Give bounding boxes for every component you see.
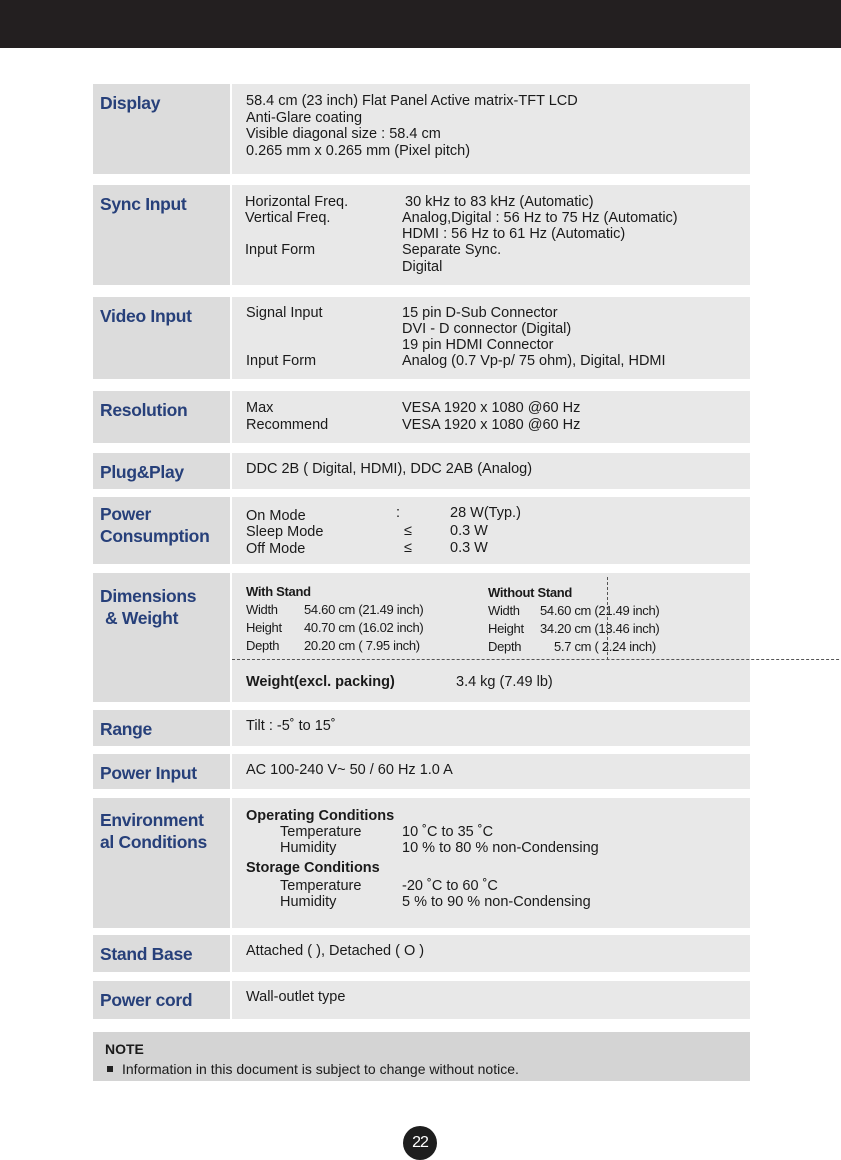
weight-divider (232, 659, 841, 660)
sync-vertical-label: Vertical Freq. (245, 210, 331, 226)
sync-input-form-value: Separate Sync. (402, 242, 502, 258)
without-stand-depth-label: Depth (488, 639, 522, 654)
operating-conditions-title: Operating Conditions (246, 808, 395, 824)
note-text: Information in this document is subject to change without notice. (122, 1061, 519, 1077)
power-off-value: 0.3 W (450, 540, 488, 556)
spec-value-power-consumption (232, 497, 750, 564)
operating-humidity-label: Humidity (280, 840, 337, 856)
label-line: Environment (100, 810, 204, 830)
spec-value-power-input (232, 754, 750, 789)
power-sleep-symbol: ≤ (404, 523, 412, 539)
spec-value-stand-base (232, 935, 750, 972)
display-line: Visible diagonal size : 58.4 cm (246, 126, 441, 143)
spec-label-environmental (93, 798, 230, 928)
sync-vertical-value: Analog,Digital : 56 Hz to 75 Hz (Automatic) (402, 210, 678, 226)
spec-label-stand-base: Stand Base (93, 935, 230, 972)
storage-temperature-label: Temperature (280, 878, 362, 894)
range-value: Tilt : -5˚ to 15˚ (246, 718, 336, 734)
spec-label-power-input: Power Input (93, 754, 230, 789)
with-stand-title: With Stand (246, 584, 311, 599)
with-stand-height-label: Height (246, 620, 282, 635)
power-off-symbol: ≤ (404, 540, 412, 556)
spec-row-plug-play (93, 453, 750, 489)
power-input-value: AC 100-240 V~ 50 / 60 Hz 1.0 A (246, 762, 453, 778)
without-stand-title: Without Stand (488, 585, 573, 600)
label-line: & Weight (105, 608, 179, 628)
spec-label-power-cord: Power cord (93, 981, 230, 1019)
spec-value-video-input (232, 297, 750, 379)
spec-value-plug-play (232, 453, 750, 489)
weight-value: 3.4 kg (7.49 lb) (456, 674, 553, 690)
spec-value-environmental (232, 798, 750, 928)
without-stand-height-label: Height (488, 621, 524, 636)
with-stand-height-value: 40.70 cm (16.02 inch) (304, 620, 424, 635)
power-on-symbol: : (396, 505, 401, 521)
power-on-value: 28 W(Typ.) (450, 505, 521, 521)
spec-label-sync-input: Sync Input (93, 185, 230, 285)
operating-humidity-value: 10 % to 80 % non-Condensing (402, 840, 599, 856)
spec-row-power-consumption (93, 497, 750, 564)
without-stand-height-value: 34.20 cm (13.46 inch) (540, 621, 660, 636)
display-line: 58.4 cm (23 inch) Flat Panel Active matrix-TFT LCD (246, 93, 578, 109)
resolution-recommend-label: Recommend (246, 417, 329, 433)
spec-label-video-input: Video Input (93, 297, 230, 379)
without-stand-width-value: 54.60 cm (21.49 inch) (540, 603, 660, 618)
weight-label: Weight(excl. packing) (246, 674, 395, 690)
display-line: 0.265 mm x 0.265 mm (Pixel pitch) (246, 142, 471, 159)
spec-value-display (232, 84, 750, 174)
power-on-label: On Mode (246, 508, 306, 524)
spec-label-range: Range (93, 710, 230, 746)
note-title: NOTE (105, 1041, 144, 1057)
spec-value-power-cord (232, 981, 750, 1019)
power-sleep-label: Sleep Mode (246, 524, 324, 540)
spec-row-power-cord (93, 981, 750, 1019)
label-line: al Conditions (100, 832, 207, 852)
spec-row-dimensions (93, 573, 750, 702)
sync-horizontal-value: 30 kHz to 83 kHz (Automatic) (405, 194, 594, 210)
video-signal-label: Signal Input (246, 305, 323, 321)
spec-label-plug-play: Plug&Play (93, 453, 230, 489)
spec-value-range (232, 710, 750, 746)
plug-play-value: DDC 2B ( Digital, HDMI), DDC 2AB (Analog) (246, 461, 533, 477)
spec-value-dimensions (232, 573, 750, 702)
note-box (93, 1032, 750, 1081)
spec-row-stand-base (93, 935, 750, 972)
without-stand-depth-value: 5.7 cm ( 2.24 inch) (554, 639, 656, 654)
resolution-max-label: Max (246, 400, 274, 416)
video-input-form-value: Analog (0.7 Vp-p/ 75 ohm), Digital, HDMI (402, 353, 666, 369)
spec-label-power-consumption (93, 497, 230, 564)
video-signal-value: DVI - D connector (Digital) (402, 321, 572, 337)
video-input-form-label: Input Form (246, 353, 317, 369)
spec-row-environmental (93, 798, 750, 928)
spec-label-dimensions (93, 573, 230, 702)
with-stand-width-label: Width (246, 602, 278, 617)
sync-vertical-value: HDMI : 56 Hz to 61 Hz (Automatic) (402, 226, 626, 242)
storage-humidity-value: 5 % to 90 % non-Condensing (402, 894, 591, 910)
sync-horizontal-label: Horizontal Freq. (245, 194, 349, 210)
spec-label-display: Display (93, 84, 230, 174)
power-off-label: Off Mode (246, 541, 306, 557)
spec-value-resolution (232, 391, 750, 443)
spec-value-sync-input (232, 185, 750, 285)
stand-base-value: Attached ( ), Detached ( O ) (246, 943, 425, 959)
header-bar (0, 0, 841, 48)
label-line: Power (100, 504, 152, 524)
spec-row-power-input (93, 754, 750, 789)
sync-input-form-label: Input Form (245, 242, 316, 258)
operating-temperature-label: Temperature (280, 824, 362, 840)
label-line: Consumption (100, 526, 210, 546)
spec-row-sync-input (93, 185, 750, 285)
spec-row-resolution (93, 391, 750, 443)
video-signal-value: 15 pin D-Sub Connector (402, 305, 558, 321)
spec-row-video-input (93, 297, 750, 379)
spec-row-range (93, 710, 750, 746)
with-stand-depth-value: 20.20 cm ( 7.95 inch) (304, 638, 420, 653)
storage-humidity-label: Humidity (280, 894, 337, 910)
with-stand-width-value: 54.60 cm (21.49 inch) (304, 602, 424, 617)
resolution-max-value: VESA 1920 x 1080 @60 Hz (402, 400, 581, 416)
label-line: Dimensions (100, 586, 197, 606)
spec-row-display (93, 84, 750, 174)
sync-input-form-value: Digital (402, 259, 443, 275)
storage-conditions-title: Storage Conditions (246, 860, 380, 876)
display-line: Anti-Glare coating (246, 109, 363, 126)
bullet-icon (107, 1066, 113, 1072)
power-sleep-value: 0.3 W (450, 523, 488, 539)
resolution-recommend-value: VESA 1920 x 1080 @60 Hz (402, 417, 581, 433)
storage-temperature-value: -20 ˚C to 60 ˚C (402, 878, 498, 894)
without-stand-width-label: Width (488, 603, 520, 618)
video-signal-value: 19 pin HDMI Connector (402, 337, 554, 353)
power-cord-value: Wall-outlet type (246, 989, 346, 1005)
with-stand-depth-label: Depth (246, 638, 280, 653)
operating-temperature-value: 10 ˚C to 35 ˚C (402, 824, 494, 840)
spec-label-resolution: Resolution (93, 391, 230, 443)
page-number: 22 (403, 1126, 437, 1160)
